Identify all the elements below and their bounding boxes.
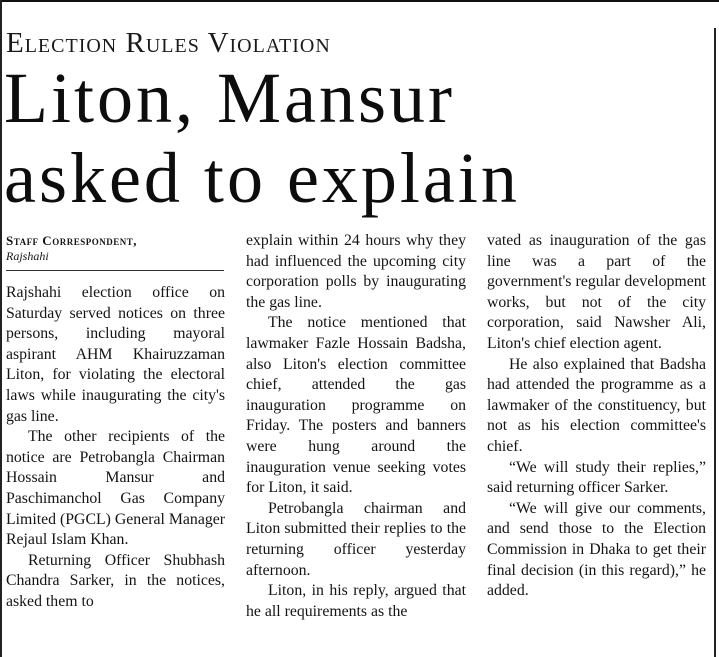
paragraph: The other recipients of the notice are Petrobangla Chairman Hossain Mansur and Paschimanchol Gas Company Limited (PGCL) General Manager Rejaul Islam Khan. bbox=[6, 428, 225, 549]
kicker-label: Election Rules Violation bbox=[6, 27, 331, 59]
body-column-1 bbox=[6, 283, 225, 657]
paragraph: He also explained that Badsha had attended the programme as a lawmaker of the constituency, but not as his election committee's chief. bbox=[487, 355, 706, 455]
paragraph: explain within 24 hours why they had influenced the upcoming city corporation polls by inaugurating the gas line. bbox=[246, 232, 466, 311]
paragraph: Rajshahi election office on Saturday served notices on three persons, including mayoral aspirant AHM Khairuzzaman Liton, for violating the electoral laws while inaugurating the city's gas line. bbox=[6, 284, 225, 425]
headline-line-1: Liton, Mansur bbox=[4, 58, 455, 138]
paragraph: “We will study their replies,” said returning officer Sarker. bbox=[487, 458, 706, 497]
byline: Staff Correspondent, bbox=[6, 233, 137, 248]
page-right-border bbox=[714, 28, 716, 657]
headline-line-2: asked to explain bbox=[4, 138, 520, 218]
paragraph: vated as inauguration of the gas line was a part of the government's regular development works, but not of the city corporation, said Nawsher Ali, Liton's chief election agent. bbox=[487, 232, 706, 352]
byline-divider bbox=[6, 270, 224, 271]
headline bbox=[4, 58, 520, 218]
paragraph: Petrobangla chairman and Liton submitted their replies to the returning officer yesterday afternoon. bbox=[246, 499, 466, 579]
body-column-3 bbox=[487, 231, 706, 657]
dateline: Rajshahi bbox=[6, 249, 49, 263]
paragraph: Returning Officer Shubhash Chandra Sarker, in the notices, asked them to bbox=[6, 551, 225, 610]
paragraph: Liton, in his reply, argued that he all requirements as the bbox=[246, 582, 466, 620]
paragraph: The notice mentioned that lawmaker Fazle Hossain Badsha, also Liton's election committee chief, attended the gas inauguration programme on Friday. The posters and banners were hung around the inauguration venue seeking votes for Liton, it said. bbox=[246, 314, 466, 497]
body-column-2 bbox=[246, 231, 466, 657]
paragraph: “We will give our comments, and send those to the Election Commission in Dhaka to get their final decision (in this regard),” he added. bbox=[487, 499, 706, 600]
page-left-border bbox=[0, 0, 2, 657]
page-top-border bbox=[0, 0, 719, 2]
